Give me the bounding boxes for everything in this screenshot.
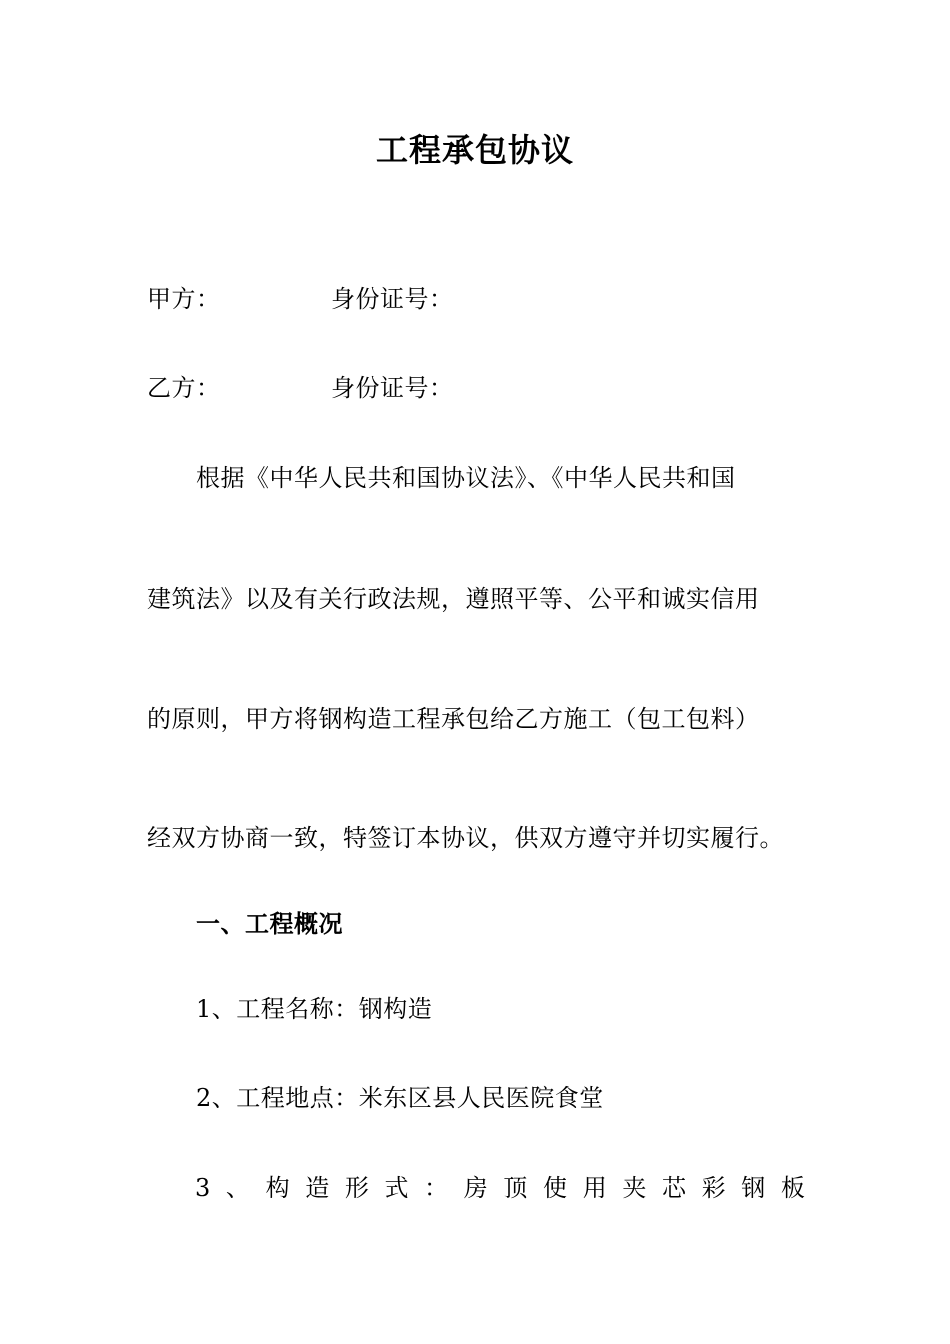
section-1-heading: 一、工程概况 <box>196 910 343 938</box>
item-3-char: 构 <box>265 1174 290 1202</box>
item-3-char: 形 <box>344 1174 369 1202</box>
intro-line-4: 经双方协商一致，特签订本协议，供双方遵守并切实履行。 <box>147 824 784 852</box>
item-3-char: 3 <box>195 1174 211 1202</box>
party-a-line <box>147 283 454 315</box>
item-3-char: 、 <box>225 1174 250 1202</box>
section-1-item-3 <box>195 1172 805 1204</box>
party-b-id-label: 身份证号： <box>331 374 454 402</box>
item-3-char: 用 <box>582 1174 607 1202</box>
document-title: 工程承包协议 <box>375 131 574 169</box>
item-3-char: 夹 <box>622 1174 647 1202</box>
section-1-item-1: 1、工程名称：钢构造 <box>196 995 433 1023</box>
item-3-char: 房 <box>463 1174 488 1202</box>
item-3-char: ： <box>424 1174 449 1202</box>
item-3-char: 芯 <box>661 1174 686 1202</box>
section-1-item-2: 2、工程地点：米东区县人民医院食堂 <box>196 1084 604 1112</box>
intro-line-2: 建筑法》以及有关行政法规，遵照平等、公平和诚实信用 <box>147 585 760 613</box>
intro-line-1: 根据《中华人民共和国协议法》、《中华人民共和国 <box>196 464 736 492</box>
item-3-char: 彩 <box>701 1174 726 1202</box>
item-3-char: 造 <box>305 1174 330 1202</box>
item-3-char: 顶 <box>503 1174 528 1202</box>
party-b-label: 乙方： <box>147 374 221 402</box>
item-3-char: 板 <box>780 1174 805 1202</box>
intro-line-3: 的原则，甲方将钢构造工程承包给乙方施工（包工包料） <box>147 705 760 733</box>
item-3-char: 使 <box>543 1174 568 1202</box>
item-3-char: 式 <box>384 1174 409 1202</box>
party-a-label: 甲方： <box>147 285 221 313</box>
item-3-char: 钢 <box>741 1174 766 1202</box>
party-a-id-label: 身份证号： <box>331 285 454 313</box>
party-b-line <box>147 372 454 404</box>
